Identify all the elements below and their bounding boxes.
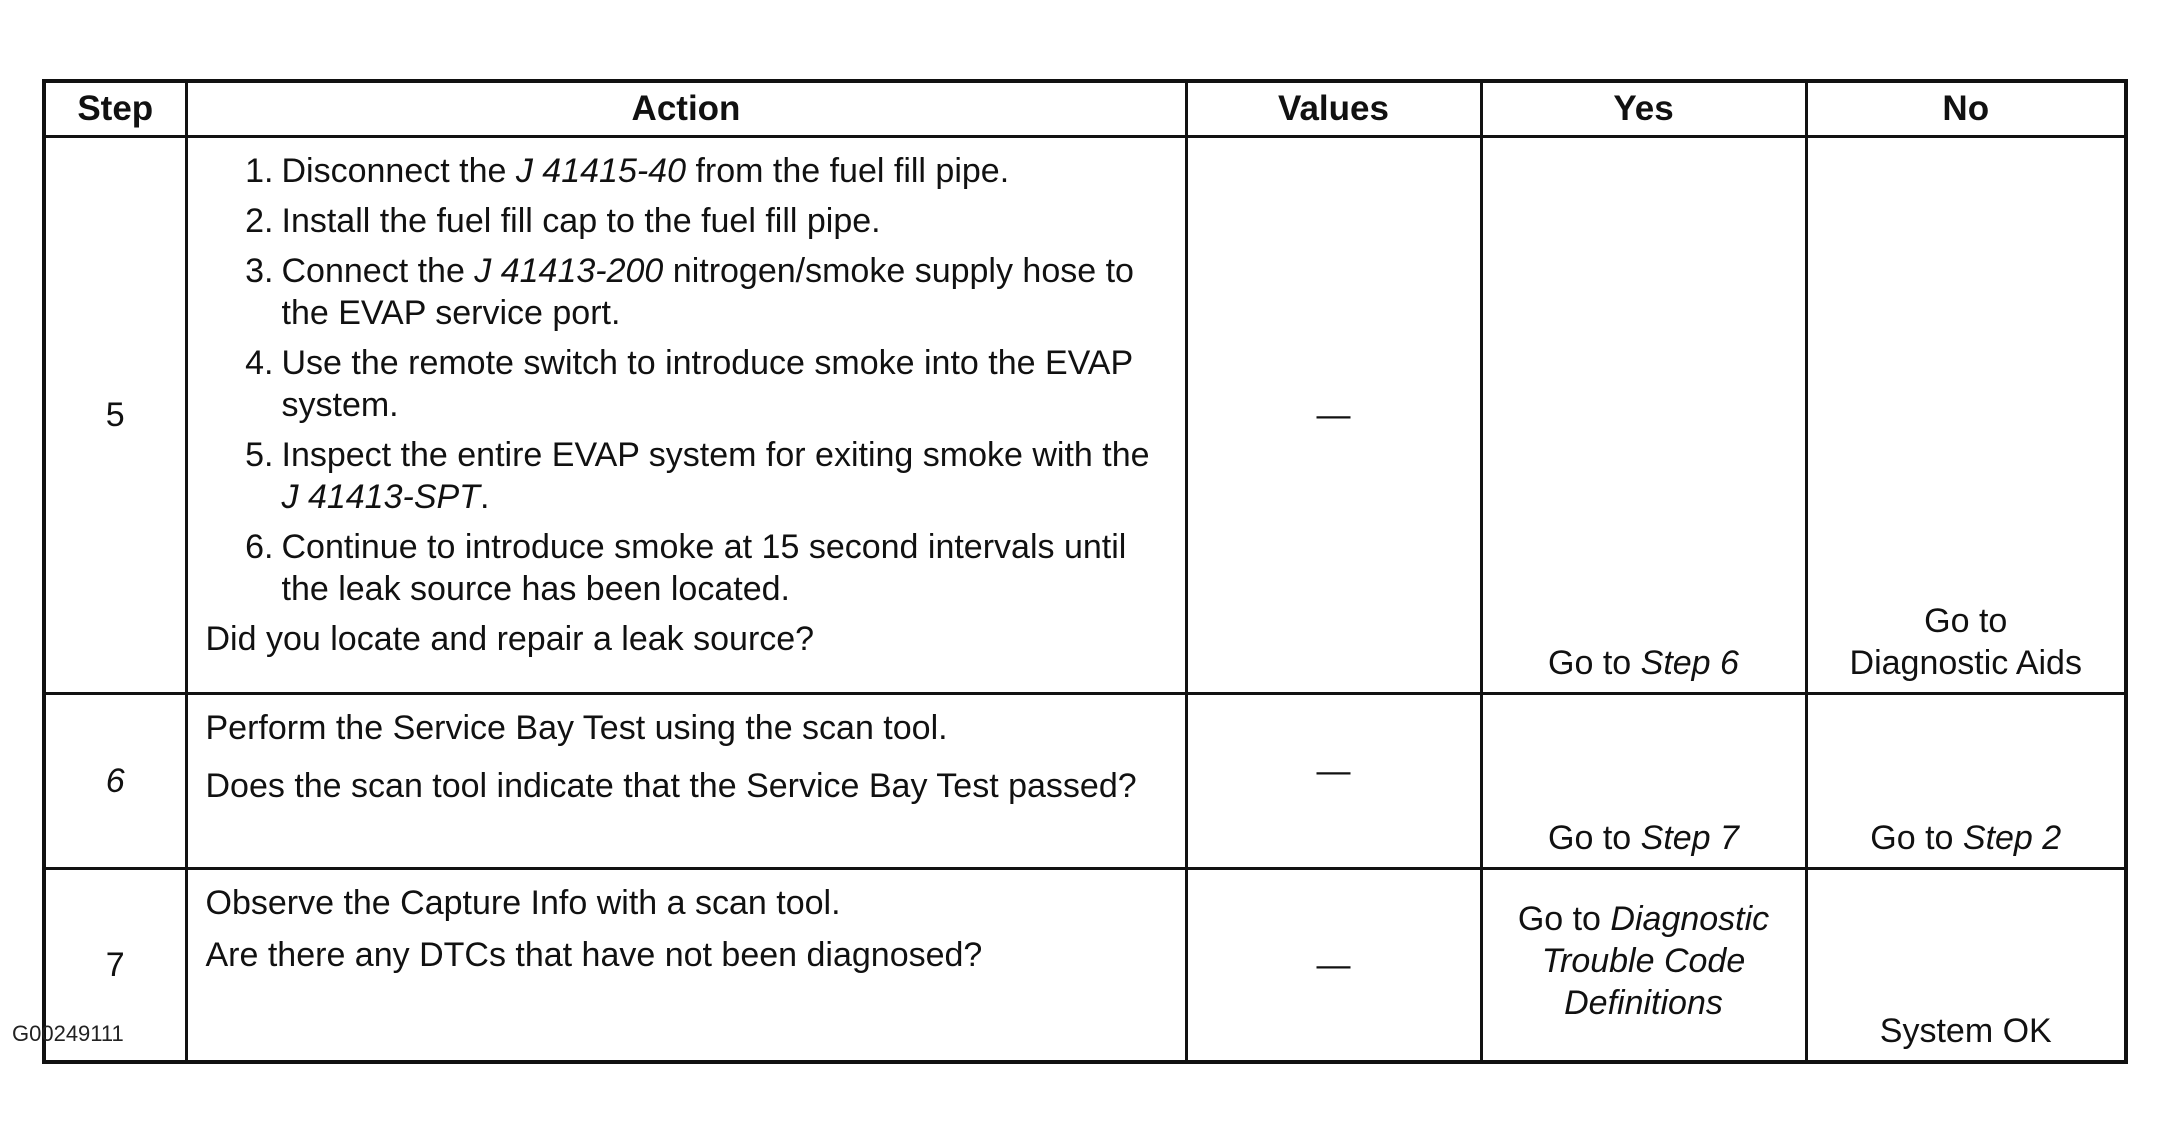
item-text: Inspect the entire EVAP system for exiting smoke with the J 41413-SPT. [281, 436, 1150, 516]
action-cell [186, 869, 1186, 1063]
header-row [44, 81, 2126, 137]
item-text: Connect the J 41413-200 nitrogen/smoke supply hose to the EVAP service port. [281, 252, 1134, 332]
action-cell [186, 694, 1186, 869]
action-list [206, 150, 1169, 610]
table-row-step-6 [44, 694, 2126, 869]
item-number: 2. [245, 202, 274, 240]
item-number: 3. [245, 252, 274, 290]
header-step: Step [44, 81, 186, 137]
list-item [206, 434, 1169, 518]
list-item [206, 250, 1169, 334]
question-text: Does the scan tool indicate that the Service Bay Test passed? [205, 767, 1137, 805]
question-text: Are there any DTCs that have not been diagnosed? [205, 936, 983, 974]
values-cell: — [1186, 869, 1481, 1063]
step-number: 6 [44, 694, 186, 869]
instruction-text: Observe the Capture Info with a scan tool. [205, 884, 841, 922]
header-values: Values [1186, 81, 1481, 137]
no-outcome: Go to Step 2 [1806, 694, 2126, 869]
list-item [206, 526, 1169, 610]
instruction-text: Perform the Service Bay Test using the scan tool. [205, 709, 948, 747]
item-text: Use the remote switch to introduce smoke into the EVAP system. [281, 344, 1133, 424]
list-item [206, 150, 1169, 192]
list-item [206, 342, 1169, 426]
item-number: 4. [245, 344, 274, 382]
list-item [206, 200, 1169, 242]
yes-outcome: Go to Step 6 [1481, 137, 1806, 694]
table-row-step-7 [44, 869, 2126, 1063]
figure-id: G00249111 [12, 1021, 124, 1046]
values-cell: — [1186, 694, 1481, 869]
yes-outcome: Go to Step 7 [1481, 694, 1806, 869]
header-action: Action [186, 81, 1186, 137]
item-text: Disconnect the J 41415-40 from the fuel fill pipe. [281, 152, 1010, 190]
action-cell [186, 137, 1186, 694]
header-no: No [1806, 81, 2126, 137]
no-outcome: System OK [1806, 869, 2126, 1063]
values-cell: — [1186, 137, 1481, 694]
item-text: Install the fuel fill cap to the fuel fill pipe. [281, 202, 881, 240]
diagnostic-table [42, 79, 2128, 1064]
question-text: Did you locate and repair a leak source? [205, 620, 815, 658]
item-number: 1. [245, 152, 274, 190]
step-number: 7 [44, 869, 186, 1063]
no-outcome: Go to Diagnostic Aids [1806, 137, 2126, 694]
yes-outcome: Go to Diagnostic Trouble Code Definitions [1481, 869, 1806, 1063]
item-number: 6. [245, 528, 274, 566]
table-row-step-5 [44, 137, 2126, 694]
step-number: 5 [44, 137, 186, 694]
item-text: Continue to introduce smoke at 15 second intervals until the leak source has been located. [281, 528, 1127, 608]
item-number: 5. [245, 436, 274, 474]
header-yes: Yes [1481, 81, 1806, 137]
